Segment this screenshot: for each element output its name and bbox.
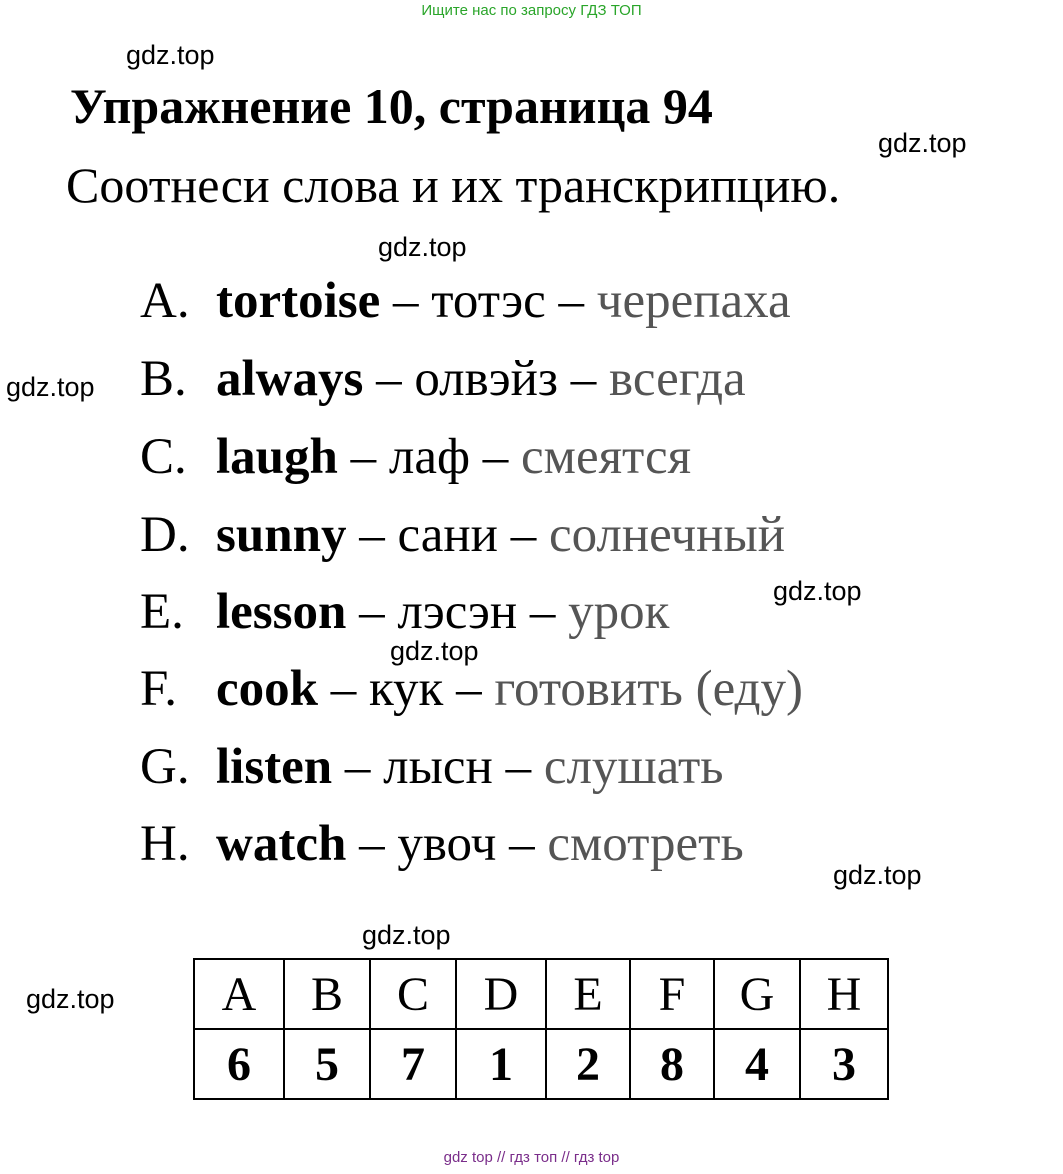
translation: урок [568, 584, 670, 640]
transcription: лысн [383, 739, 493, 795]
english-word: listen [216, 739, 333, 795]
transcription: тотэс [431, 273, 546, 329]
separator: – [509, 816, 535, 872]
row-letter: E. [140, 584, 184, 640]
answer-header-cell: E [546, 959, 630, 1029]
footer-links[interactable]: gdz top // гдз топ // гдз top [443, 1149, 620, 1166]
transcription: олвэйз [414, 351, 559, 407]
answer-table [193, 958, 889, 1100]
answer-header-cell: A [194, 959, 284, 1029]
answer-value-cell: 7 [370, 1029, 456, 1099]
watermark: gdz.top [6, 372, 95, 402]
translation: смотреть [547, 816, 744, 872]
separator: – [376, 351, 402, 407]
answer-header-cell: F [630, 959, 714, 1029]
transcription: сани [397, 507, 498, 563]
row-letter: F. [140, 661, 178, 717]
watermark: gdz.top [878, 128, 967, 158]
row-letter: D. [140, 507, 190, 563]
english-word: lesson [216, 584, 347, 640]
answer-header-cell: H [800, 959, 888, 1029]
english-word: sunny [216, 507, 347, 563]
answer-value-cell: 3 [800, 1029, 888, 1099]
separator: – [344, 739, 371, 795]
transcription: кук [369, 661, 444, 717]
watermark: gdz.top [126, 40, 215, 70]
answer-value-cell: 8 [630, 1029, 714, 1099]
english-word: cook [216, 661, 318, 717]
transcription: лэсэн [397, 584, 518, 640]
translation: готовить (еду) [494, 661, 803, 717]
separator: – [529, 584, 556, 640]
english-word: always [216, 351, 364, 407]
watermark: gdz.top [378, 232, 467, 262]
word-row [140, 659, 803, 719]
answer-table-values-row [194, 1029, 888, 1099]
word-row [140, 271, 791, 331]
word-row [140, 427, 691, 487]
watermark: gdz.top [26, 984, 115, 1014]
row-letter: B. [140, 351, 187, 407]
separator: – [510, 507, 537, 563]
answer-value-cell: 1 [456, 1029, 546, 1099]
separator: – [359, 584, 385, 640]
watermark: gdz.top [833, 860, 922, 890]
separator: – [393, 273, 419, 329]
answer-table-header-row [194, 959, 888, 1029]
top-banner[interactable]: Ищите нас по запросу ГДЗ ТОП [421, 2, 642, 19]
word-row [140, 349, 746, 409]
answer-header-cell: G [714, 959, 800, 1029]
word-row [140, 814, 744, 874]
answer-value-cell: 2 [546, 1029, 630, 1099]
separator: – [350, 429, 377, 485]
english-word: tortoise [216, 273, 381, 329]
answer-header-cell: B [284, 959, 370, 1029]
answer-header-cell: C [370, 959, 456, 1029]
separator: – [330, 661, 357, 717]
row-letter: H. [140, 816, 190, 872]
transcription: лаф [388, 429, 471, 485]
translation: смеятся [521, 429, 692, 485]
english-word: watch [216, 816, 347, 872]
transcription: увоч [397, 816, 497, 872]
word-row [140, 505, 785, 565]
row-letter: A. [140, 273, 190, 329]
row-letter: C. [140, 429, 187, 485]
translation: солнечный [548, 507, 786, 563]
row-letter: G. [140, 739, 190, 795]
word-row [140, 737, 724, 797]
translation: всегда [609, 351, 746, 407]
answer-value-cell: 5 [284, 1029, 370, 1099]
separator: – [570, 351, 597, 407]
watermark: gdz.top [390, 636, 479, 666]
answer-header-cell: D [456, 959, 546, 1029]
separator: – [558, 273, 585, 329]
watermark: gdz.top [773, 576, 862, 606]
translation: слушать [543, 739, 724, 795]
word-row [140, 582, 669, 642]
page-title: Упражнение 10, страница 94 [70, 78, 713, 134]
answer-value-cell: 4 [714, 1029, 800, 1099]
answer-value-cell: 6 [194, 1029, 284, 1099]
separator: – [482, 429, 509, 485]
separator: – [359, 507, 385, 563]
watermark: gdz.top [362, 920, 451, 950]
separator: – [359, 816, 385, 872]
separator: – [505, 739, 532, 795]
task-instruction: Соотнеси слова и их транскрипцию. [66, 157, 841, 213]
english-word: laugh [216, 429, 338, 485]
translation: черепаха [596, 273, 791, 329]
separator: – [456, 661, 482, 717]
